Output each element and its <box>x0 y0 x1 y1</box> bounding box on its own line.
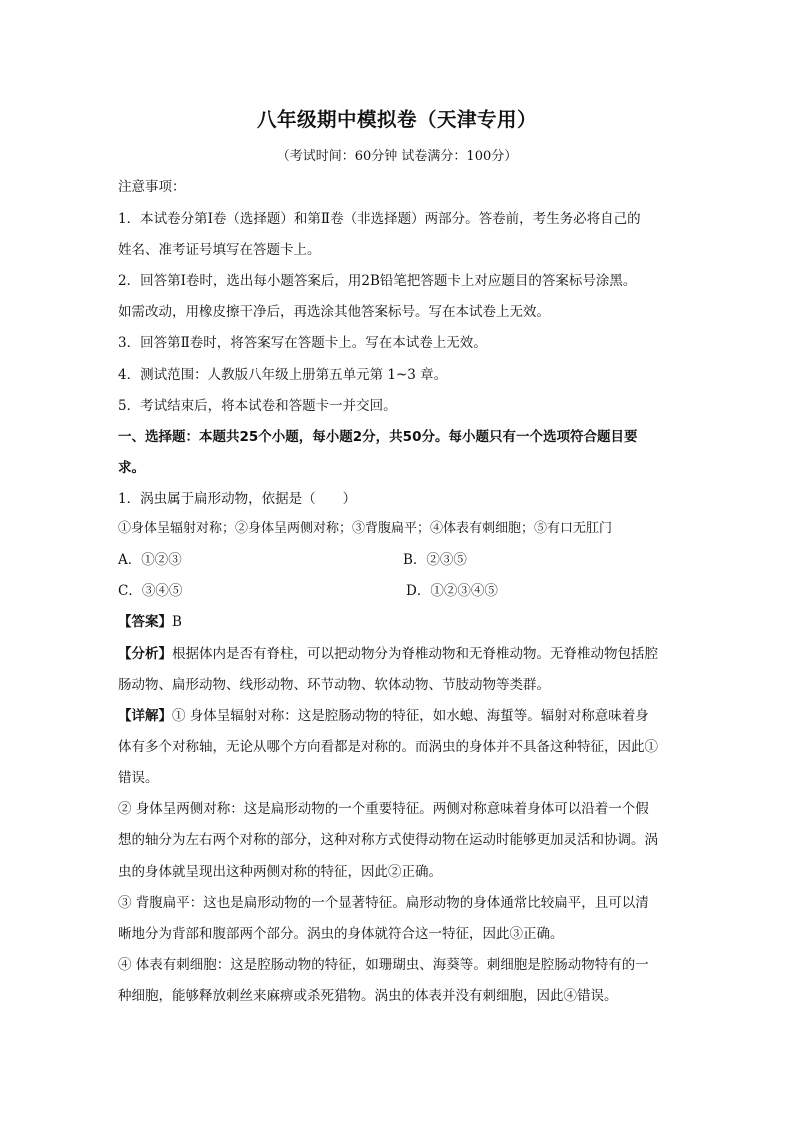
option-b: B．②③⑤ <box>403 552 467 568</box>
option-d: D．①②③④⑤ <box>406 583 498 599</box>
detail-text: ② 身体呈两侧对称：这是扁形动物的一个重要特征。两侧对称意味着身体可以沿着一个假 <box>118 801 649 817</box>
detail-tag: 【详解】 <box>118 708 172 724</box>
notice-line: 2．回答第Ⅰ卷时，选出每小题答案后，用2B铅笔把答题卡上对应题目的答案标号涂黑。 <box>118 273 637 289</box>
analysis-line <box>118 644 680 664</box>
detail-text: 晰地分为背部和腹部两个部分。涡虫的身体就符合这一特征，因此③正确。 <box>118 926 564 942</box>
analysis-text-cont: 肠动物、扁形动物、线形动物、环节动物、软体动物、节肢动物等类群。 <box>118 677 550 693</box>
answer-line <box>118 612 680 632</box>
question-stem: 1．涡虫属于扁形动物，依据是（ ） <box>118 491 357 507</box>
detail-text: ③ 背腹扁平：这也是扁形动物的一个显著特征。扁形动物的身体通常比较扁平，且可以清 <box>118 895 649 911</box>
notice-line: 如需改动，用橡皮擦干净后，再选涂其他答案标号。写在本试卷上无效。 <box>118 304 550 320</box>
answer-value: B <box>172 614 182 630</box>
option-c: C．③④⑤ <box>118 583 183 599</box>
analysis-text: 根据体内是否有脊柱，可以把动物分为脊椎动物和无脊椎动物。无脊椎动物包括腔 <box>172 646 658 662</box>
notice-line: 1．本试卷分第Ⅰ卷（选择题）和第Ⅱ卷（非选择题）两部分。答卷前，考生务必将自己的 <box>118 211 641 227</box>
analysis-tag: 【分析】 <box>118 646 172 662</box>
question-statements: ①身体呈辐射对称；②身体呈两侧对称；③背腹扁平；④体表有刺细胞；⑤有口无肛门 <box>118 521 613 536</box>
section-heading-cont: 求。 <box>118 460 145 476</box>
notice-heading: 注意事项： <box>118 179 186 195</box>
detail-text: 虫的身体就呈现出这种两侧对称的特征，因此②正确。 <box>118 864 442 880</box>
notice-line: 姓名、准考证号填写在答题卡上。 <box>118 242 321 258</box>
detail-text: ④ 体表有刺细胞：这是腔肠动物的特征，如珊瑚虫、海葵等。刺细胞是腔肠动物特有的一 <box>118 957 649 973</box>
exam-info: （考试时间：60分钟 试卷满分：100分） <box>276 149 518 164</box>
detail-text: ① 身体呈辐射对称：这是腔肠动物的特征，如水螅、海蜇等。辐射对称意味着身 <box>172 708 649 724</box>
notice-line: 3．回答第Ⅱ卷时，将答案写在答题卡上。写在本试卷上无效。 <box>118 335 487 351</box>
page-title: 八年级期中模拟卷（天津专用） <box>256 108 537 131</box>
option-a: A．①②③ <box>118 552 182 568</box>
detail-text: 想的轴分为左右两个对称的部分，这种对称方式使得动物在运动时能够更加灵活和协调。涡 <box>118 832 658 848</box>
detail-text: 错误。 <box>118 770 159 786</box>
section-heading: 一、选择题：本题共25个小题，每小题2分，共50分。每小题只有一个选项符合题目要 <box>118 429 638 445</box>
notice-line: 5．考试结束后，将本试卷和答题卡一并交回。 <box>118 398 397 414</box>
detail-text: 种细胞，能够释放刺丝来麻痹或杀死猎物。涡虫的体表并没有刺细胞，因此④错误。 <box>118 988 618 1004</box>
notice-line: 4．测试范围：人教版八年级上册第五单元第 1~3 章。 <box>118 367 448 383</box>
answer-tag: 【答案】 <box>118 614 172 630</box>
detail-line <box>118 706 680 726</box>
detail-text: 体有多个对称轴，无论从哪个方向看都是对称的。而涡虫的身体并不具备这种特征，因此① <box>118 739 658 755</box>
